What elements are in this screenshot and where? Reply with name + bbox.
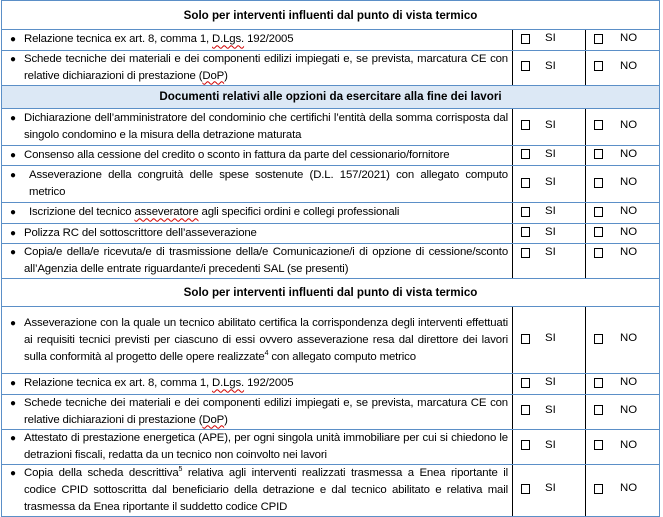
- document-description-cell: [2, 307, 513, 374]
- no-label: NO: [620, 482, 638, 495]
- no-label: NO: [620, 246, 638, 258]
- no-checkbox-option[interactable]: [586, 30, 637, 47]
- no-checkbox-option[interactable]: [586, 174, 637, 191]
- si-cell: [513, 244, 586, 279]
- no-checkbox-option[interactable]: [586, 330, 637, 347]
- no-cell: [586, 429, 660, 464]
- no-cell: [586, 50, 660, 85]
- no-cell: [586, 464, 660, 516]
- bullet-icon: ●: [9, 207, 17, 219]
- checkbox-icon[interactable]: [521, 405, 530, 415]
- si-label: SI: [545, 59, 556, 72]
- no-checkbox-option[interactable]: [586, 203, 637, 220]
- section-header-row: [2, 85, 660, 108]
- document-description-cell: [2, 394, 513, 429]
- document-row: [2, 50, 660, 85]
- document-description-cell: [2, 244, 513, 279]
- spellcheck-marked-text: D.Lgs.: [212, 33, 245, 46]
- no-label: NO: [620, 205, 638, 217]
- si-cell: [513, 50, 586, 85]
- bullet-icon: ●: [9, 247, 17, 258]
- si-label: SI: [545, 205, 556, 217]
- document-row: [2, 464, 660, 516]
- checklist-body: [2, 1, 660, 517]
- no-cell: [586, 108, 660, 145]
- checkbox-icon[interactable]: [594, 61, 603, 71]
- no-cell: [586, 145, 660, 166]
- si-checkbox-option[interactable]: [513, 30, 556, 47]
- no-cell: [586, 223, 660, 244]
- checkbox-icon[interactable]: [521, 440, 530, 450]
- description-text: Copia della scheda descrittiva: [24, 466, 179, 479]
- si-cell: [513, 307, 586, 374]
- document-row: [2, 307, 660, 374]
- si-cell: [513, 223, 586, 244]
- no-cell: [586, 244, 660, 279]
- description-text: Schede tecniche dei materiali e dei componenti edilizi impiegati e, se prevista, marcatura CE con relative dichiarazioni di prestazione (: [24, 396, 508, 426]
- document-description-cell: [2, 30, 513, 51]
- si-label: SI: [545, 32, 556, 44]
- bullet-icon: ●: [9, 227, 17, 239]
- bullet-icon: ●: [9, 149, 17, 161]
- si-cell: [513, 464, 586, 516]
- no-checkbox-option[interactable]: [586, 117, 637, 134]
- checkbox-icon[interactable]: [594, 484, 603, 494]
- document-description-cell: [2, 108, 513, 145]
- document-description: [24, 375, 508, 392]
- checkbox-icon[interactable]: [594, 149, 603, 159]
- si-checkbox-option[interactable]: [513, 146, 556, 163]
- no-label: NO: [620, 59, 638, 72]
- description-text: con allegato computo metrico: [268, 350, 416, 363]
- document-description: [24, 244, 508, 278]
- document-description: [24, 167, 508, 201]
- no-label: NO: [620, 376, 638, 388]
- bullet-icon: ●: [9, 397, 17, 409]
- description-text: agli specifici ordini e collegi professionali: [198, 206, 400, 219]
- checkbox-icon[interactable]: [594, 227, 603, 237]
- si-label: SI: [545, 482, 556, 495]
- description-text: Attestato di prestazione energetica (APE), per ogni singola unità immobiliare per cui si chiedono le detrazioni fiscali, redatta da un tecnico non coinvolto nei lavori: [24, 431, 508, 461]
- checkbox-icon[interactable]: [521, 227, 530, 237]
- document-description: [24, 31, 508, 48]
- bullet-icon: ●: [9, 112, 17, 124]
- description-text: 192/2005: [244, 33, 294, 46]
- document-row: [2, 374, 660, 395]
- si-checkbox-option[interactable]: [513, 437, 556, 454]
- document-row: [2, 429, 660, 464]
- no-cell: [586, 394, 660, 429]
- si-cell: [513, 166, 586, 203]
- si-checkbox-option[interactable]: [513, 244, 556, 261]
- checkbox-icon[interactable]: [521, 378, 530, 388]
- description-text: Consenso alla cessione del credito o sconto in fattura da parte del cessionario/fornitore: [24, 148, 450, 161]
- no-cell: [586, 307, 660, 374]
- description-text: Dichiarazione dell’amministratore del condominio che certifichi l’entità della somma corrisposta dal singolo condomino e la misura della detrazione maturata: [24, 111, 508, 141]
- document-description: [24, 315, 508, 366]
- si-cell: [513, 145, 586, 166]
- checkbox-icon[interactable]: [521, 248, 530, 258]
- no-label: NO: [620, 332, 638, 345]
- si-checkbox-option[interactable]: [513, 402, 556, 419]
- document-description: [24, 225, 508, 242]
- checkbox-icon[interactable]: [594, 378, 603, 388]
- si-label: SI: [545, 246, 556, 258]
- description-text: Schede tecniche dei materiali e dei componenti edilizi impiegati e, se prevista, marcatura CE con relative dichiarazioni di prestazione (: [24, 52, 508, 82]
- bullet-icon: ●: [9, 34, 17, 46]
- description-text: Iscrizione del tecnico: [29, 206, 135, 219]
- no-label: NO: [620, 118, 638, 131]
- checkbox-icon[interactable]: [594, 207, 603, 217]
- bullet-icon: ●: [9, 432, 17, 444]
- document-description-cell: [2, 145, 513, 166]
- document-description: [24, 465, 508, 516]
- si-checkbox-option[interactable]: [513, 117, 556, 134]
- document-description-cell: [2, 203, 513, 224]
- description-text: Asseverazione con la quale un tecnico abilitato certifica la corrispondenza degli interventi effettuati ai requisiti tecnici previsti per ciascuno di essi ovvero asseverazione resa dal direttore dei lavori sulla conformità al progetto delle opere realizzate: [24, 316, 508, 363]
- si-cell: [513, 30, 586, 51]
- si-cell: [513, 394, 586, 429]
- si-label: SI: [545, 225, 556, 238]
- document-description: [24, 430, 508, 464]
- document-description-cell: [2, 464, 513, 516]
- si-label: SI: [545, 118, 556, 131]
- bullet-icon: ●: [9, 378, 17, 390]
- spellcheck-marked-text: DoP: [202, 413, 225, 426]
- no-checkbox-option[interactable]: [586, 58, 637, 75]
- document-row: [2, 108, 660, 145]
- si-checkbox-option[interactable]: [513, 374, 556, 391]
- spellcheck-marked-text: D.Lgs.: [212, 377, 245, 390]
- description-text: 192/2005: [244, 377, 294, 390]
- document-description: [24, 51, 508, 85]
- document-description-cell: [2, 429, 513, 464]
- description-text: Relazione tecnica ex art. 8, comma 1,: [24, 377, 213, 390]
- description-text: ): [224, 413, 228, 426]
- checkbox-icon[interactable]: [521, 207, 530, 217]
- section-header-row: [2, 279, 660, 307]
- si-checkbox-option[interactable]: [513, 58, 556, 75]
- si-label: SI: [545, 376, 556, 388]
- spellcheck-marked-text: DoP: [202, 69, 225, 82]
- si-checkbox-option[interactable]: [513, 480, 556, 497]
- si-label: SI: [545, 438, 556, 451]
- checkbox-icon[interactable]: [521, 334, 530, 344]
- si-checkbox-option[interactable]: [513, 174, 556, 191]
- document-description-cell: [2, 374, 513, 395]
- si-checkbox-option[interactable]: [513, 224, 556, 241]
- section-title: Documenti relativi alle opzioni da esercitare alla fine dei lavori: [2, 85, 660, 108]
- checkbox-icon[interactable]: [594, 440, 603, 450]
- si-label: SI: [545, 332, 556, 345]
- no-label: NO: [620, 147, 638, 160]
- no-checkbox-option[interactable]: [586, 244, 637, 261]
- no-checkbox-option[interactable]: [586, 146, 637, 163]
- no-label: NO: [620, 225, 638, 238]
- checkbox-icon[interactable]: [594, 34, 603, 44]
- section-title: Solo per interventi influenti dal punto di vista termico: [2, 279, 660, 307]
- no-label: NO: [620, 176, 638, 189]
- checkbox-icon[interactable]: [521, 61, 530, 71]
- document-row: [2, 394, 660, 429]
- no-checkbox-option[interactable]: [586, 437, 637, 454]
- checkbox-icon[interactable]: [521, 34, 530, 44]
- no-checkbox-option[interactable]: [586, 224, 637, 241]
- no-cell: [586, 166, 660, 203]
- document-row: [2, 30, 660, 51]
- footnote-reference: 4: [264, 349, 269, 357]
- section-header-row: [2, 1, 660, 30]
- document-description-cell: [2, 223, 513, 244]
- no-label: NO: [620, 403, 638, 416]
- si-label: SI: [545, 176, 556, 189]
- bullet-icon: ●: [9, 170, 17, 181]
- no-checkbox-option[interactable]: [586, 374, 637, 391]
- si-cell: [513, 374, 586, 395]
- checkbox-icon[interactable]: [594, 120, 603, 130]
- checkbox-icon[interactable]: [594, 178, 603, 188]
- document-description: [24, 147, 508, 164]
- checkbox-icon[interactable]: [521, 120, 530, 130]
- description-text: relativa agli interventi realizzati trasmessa a Enea riportante il codice CPID sottoscritta dal beneficiario della detrazione e dal tecnico abilitato e relativa mail trasmessa da Enea riportante il suddetto codice CPID: [24, 466, 508, 513]
- checkbox-icon[interactable]: [521, 149, 530, 159]
- spellcheck-marked-text: asseveratore: [134, 206, 199, 219]
- checkbox-icon[interactable]: [521, 178, 530, 188]
- si-checkbox-option[interactable]: [513, 203, 556, 220]
- bullet-icon: ●: [9, 53, 17, 65]
- si-label: SI: [545, 403, 556, 416]
- no-cell: [586, 30, 660, 51]
- description-text: Polizza RC del sottoscrittore dell’asseverazione: [24, 226, 257, 239]
- document-row: [2, 166, 660, 203]
- si-label: SI: [545, 147, 556, 160]
- document-row: [2, 223, 660, 244]
- checkbox-icon[interactable]: [594, 405, 603, 415]
- document-row: [2, 244, 660, 279]
- description-text: ): [224, 69, 228, 82]
- bullet-icon: ●: [9, 317, 17, 329]
- description-text: Relazione tecnica ex art. 8, comma 1,: [24, 33, 213, 46]
- no-label: NO: [620, 438, 638, 451]
- document-description: [24, 395, 508, 429]
- si-cell: [513, 203, 586, 224]
- checkbox-icon[interactable]: [594, 248, 603, 258]
- si-cell: [513, 108, 586, 145]
- section-title: Solo per interventi influenti dal punto di vista termico: [2, 1, 660, 30]
- no-label: NO: [620, 32, 638, 44]
- document-description-cell: [2, 50, 513, 85]
- checkbox-icon[interactable]: [521, 484, 530, 494]
- description-text: Asseverazione della congruità delle spese sostenute (D.L. 157/2021) con allegato computo metrico: [29, 169, 508, 198]
- document-description: [24, 204, 508, 221]
- document-description: [24, 110, 508, 144]
- documents-checklist-table: [1, 0, 660, 517]
- checkbox-icon[interactable]: [594, 334, 603, 344]
- no-checkbox-option[interactable]: [586, 480, 637, 497]
- si-checkbox-option[interactable]: [513, 330, 556, 347]
- description-text: Copia/e della/e ricevuta/e di trasmissione della/e Comunicazione/i di opzione di cessione/sconto all’Agenzia delle entrate riguardante/i precedenti SAL (se presenti): [24, 246, 508, 275]
- document-row: [2, 145, 660, 166]
- no-cell: [586, 203, 660, 224]
- bullet-icon: ●: [9, 467, 17, 479]
- document-row: [2, 203, 660, 224]
- no-cell: [586, 374, 660, 395]
- document-description-cell: [2, 166, 513, 203]
- si-cell: [513, 429, 586, 464]
- footnote-reference: 5: [178, 465, 183, 473]
- no-checkbox-option[interactable]: [586, 402, 637, 419]
